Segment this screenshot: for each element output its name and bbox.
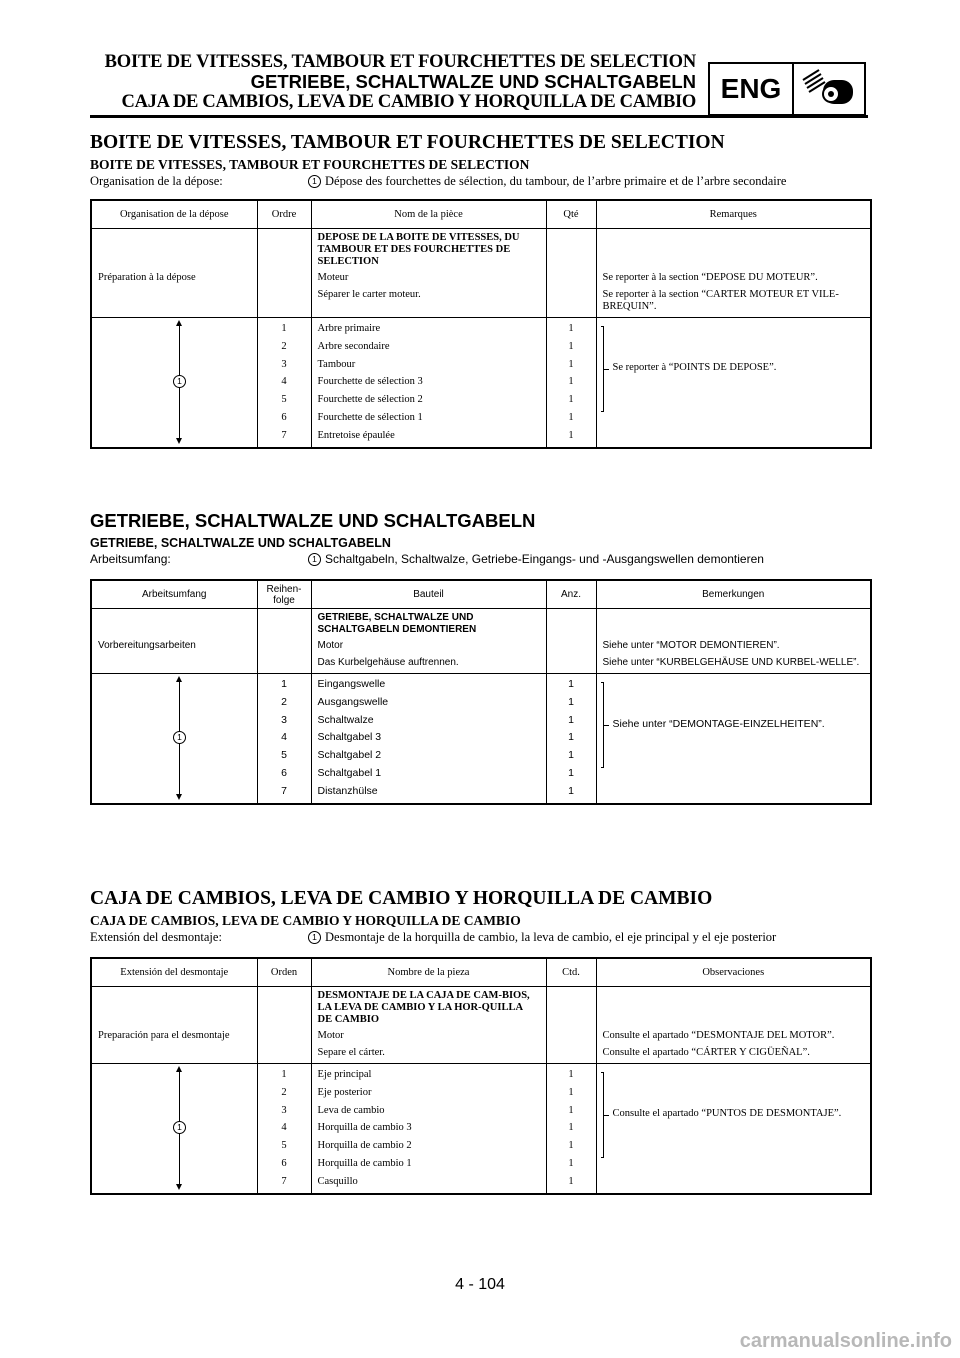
part-qty: 1 bbox=[568, 1175, 574, 1187]
table-header-row bbox=[91, 200, 871, 229]
page-header bbox=[90, 52, 696, 113]
part-name: Horquilla de cambio 1 bbox=[317, 1157, 412, 1169]
arrow-up-icon bbox=[176, 320, 182, 326]
preparation-remark: Consulte el apartado “DESMONTAJE DEL MOTOR”. bbox=[602, 1030, 835, 1041]
column-header: Extensión del desmontaje bbox=[91, 958, 257, 987]
part-order: 5 bbox=[281, 394, 287, 406]
column-header: Ordre bbox=[257, 200, 311, 229]
preparation-heading: DEPOSE DE LA BOITE DE VITESSES, DU TAMBOUR ET DES FOURCHETTES DE SELECTION bbox=[317, 232, 520, 267]
part-qty: 1 bbox=[568, 1069, 574, 1080]
parts-row bbox=[91, 318, 871, 448]
column-header: Observaciones bbox=[596, 958, 871, 987]
part-order: 5 bbox=[281, 1140, 287, 1152]
preparation-item: Moteur bbox=[317, 272, 349, 283]
part-order: 2 bbox=[281, 695, 287, 708]
part-order: 2 bbox=[281, 340, 287, 352]
group-range-arrow bbox=[98, 676, 251, 800]
preparation-item: Motor bbox=[317, 640, 344, 651]
part-name: Schaltgabel 1 bbox=[317, 766, 382, 779]
group-range-arrow bbox=[98, 1066, 251, 1190]
preparation-heading: GETRIEBE, SCHALTWALZE UND SCHALTGABELN DEMONTIEREN bbox=[317, 612, 477, 635]
part-order: 3 bbox=[281, 713, 287, 726]
part-qty: 1 bbox=[568, 394, 574, 406]
scope-label: Organisation de la dépose: bbox=[90, 174, 223, 188]
preparation-row bbox=[91, 987, 871, 1064]
chapter-badge-label: ENG bbox=[710, 64, 794, 114]
part-order: 4 bbox=[281, 376, 287, 388]
bracket-icon bbox=[603, 676, 865, 800]
part-order: 3 bbox=[281, 1104, 287, 1116]
part-name: Schaltgabel 3 bbox=[317, 731, 382, 744]
part-order: 2 bbox=[281, 1086, 287, 1098]
circled-number-icon: 1 bbox=[308, 931, 321, 944]
scope-line bbox=[90, 929, 870, 945]
header-title-de: GETRIEBE, SCHALTWALZE UND SCHALTGABELN bbox=[250, 71, 696, 92]
group-range-arrow bbox=[98, 320, 251, 444]
part-name: Leva de cambio bbox=[317, 1104, 385, 1116]
part-name: Horquilla de cambio 3 bbox=[317, 1122, 412, 1134]
column-header: Nombre de la pieza bbox=[311, 958, 546, 987]
preparation-remark: Consulte el apartado “CÁRTER Y CIGÜEÑAL”. bbox=[602, 1047, 810, 1058]
column-header: Ctd. bbox=[546, 958, 596, 987]
part-order: 7 bbox=[281, 1175, 287, 1187]
column-header: Remarques bbox=[596, 200, 871, 229]
part-name: Eingangswelle bbox=[317, 678, 386, 690]
part-qty: 1 bbox=[568, 358, 574, 370]
column-header: Qté bbox=[546, 200, 596, 229]
parts-row bbox=[91, 1064, 871, 1194]
table-header-row bbox=[91, 958, 871, 987]
part-order: 6 bbox=[281, 766, 287, 779]
part-name: Arbre primaire bbox=[317, 323, 381, 334]
circled-number-icon: 1 bbox=[173, 1121, 186, 1134]
column-header: Bauteil bbox=[311, 580, 546, 609]
part-order: 7 bbox=[281, 784, 287, 797]
part-order: 1 bbox=[281, 678, 287, 690]
section-title: CAJA DE CAMBIOS, LEVA DE CAMBIO Y HORQUILLA DE CAMBIO bbox=[90, 888, 713, 909]
part-order: 7 bbox=[281, 429, 287, 441]
section-fr bbox=[90, 132, 870, 441]
circled-number-icon: 1 bbox=[308, 553, 321, 566]
section-subtitle: BOITE DE VITESSES, TAMBOUR ET FOURCHETTES DE SELECTION bbox=[90, 157, 530, 172]
part-qty: 1 bbox=[568, 1140, 574, 1152]
circled-number-icon: 1 bbox=[308, 175, 321, 188]
part-qty: 1 bbox=[568, 1104, 574, 1116]
part-order: 4 bbox=[281, 1122, 287, 1134]
part-name: Tambour bbox=[317, 358, 356, 370]
part-qty: 1 bbox=[568, 429, 574, 441]
part-name: Eje posterior bbox=[317, 1086, 372, 1098]
scope-value bbox=[308, 929, 776, 945]
scope-text: Schaltgabeln, Schaltwalze, Getriebe-Eingangs- und -Ausgangswellen demontieren bbox=[325, 552, 764, 566]
part-qty: 1 bbox=[568, 713, 574, 726]
preparation-remark: Siehe unter “MOTOR DEMONTIEREN”. bbox=[602, 640, 780, 651]
page-number: 4 - 104 bbox=[455, 1276, 505, 1293]
part-name: Schaltwalze bbox=[317, 713, 374, 726]
part-qty: 1 bbox=[568, 749, 574, 762]
part-qty: 1 bbox=[568, 1122, 574, 1134]
parts-remark: Se reporter à “POINTS DE DEPOSE”. bbox=[612, 362, 777, 373]
part-qty: 1 bbox=[568, 695, 574, 708]
part-name: Eje principal bbox=[317, 1069, 372, 1080]
part-order: 3 bbox=[281, 358, 287, 370]
preparation-item: Separe el cárter. bbox=[317, 1047, 385, 1058]
scope-label: Arbeitsumfang: bbox=[90, 552, 171, 566]
part-order: 4 bbox=[281, 731, 287, 744]
part-qty: 1 bbox=[568, 766, 574, 779]
preparation-row bbox=[91, 609, 871, 674]
bracket-icon bbox=[603, 1066, 865, 1190]
scope-value bbox=[308, 173, 786, 189]
preparation-item: Das Kurbelgehäuse auftrennen. bbox=[317, 657, 459, 668]
table-header-row bbox=[91, 580, 871, 609]
bracket-icon bbox=[603, 320, 865, 444]
circled-number-icon: 1 bbox=[173, 375, 186, 388]
part-name: Fourchette de sélection 1 bbox=[317, 411, 423, 423]
part-name: Casquillo bbox=[317, 1175, 358, 1187]
parts-remark: Siehe unter “DEMONTAGE-EINZELHEITEN”. bbox=[612, 718, 825, 730]
scope-line bbox=[90, 551, 870, 567]
preparation-item: Motor bbox=[317, 1030, 344, 1041]
parts-table bbox=[90, 579, 872, 805]
arrow-up-icon bbox=[176, 1066, 182, 1072]
part-qty: 1 bbox=[568, 323, 574, 334]
section-title: BOITE DE VITESSES, TAMBOUR ET FOURCHETTES DE SELECTION bbox=[90, 132, 725, 153]
part-order: 1 bbox=[281, 323, 287, 334]
scope-text: Desmontaje de la horquilla de cambio, la leva de cambio, el eje principal y el eje posterior bbox=[325, 930, 777, 944]
scope-label: Extensión del desmontaje: bbox=[90, 930, 222, 944]
preparation-remark: Siehe unter “KURBELGEHÄUSE UND KURBEL-WELLE”. bbox=[602, 657, 860, 668]
scope-text: Dépose des fourchettes de sélection, du tambour, de l’arbre primaire et de l’arbre secondaire bbox=[325, 174, 787, 188]
preparation-label: Vorbereitungsarbeiten bbox=[98, 640, 196, 651]
part-qty: 1 bbox=[568, 784, 574, 797]
column-header: Organisation de la dépose bbox=[91, 200, 257, 229]
part-order: 5 bbox=[281, 749, 287, 762]
header-title-fr: BOITE DE VITESSES, TAMBOUR ET FOURCHETTES DE SELECTION bbox=[104, 52, 696, 72]
arrow-down-icon bbox=[176, 1184, 182, 1190]
watermark: carmanualsonline.info bbox=[739, 1330, 952, 1352]
parts-table bbox=[90, 957, 872, 1195]
column-header: Bemerkungen bbox=[596, 580, 871, 609]
arrow-down-icon bbox=[176, 794, 182, 800]
part-qty: 1 bbox=[568, 1086, 574, 1098]
part-order: 6 bbox=[281, 411, 287, 423]
part-name: Horquilla de cambio 2 bbox=[317, 1140, 412, 1152]
part-qty: 1 bbox=[568, 340, 574, 352]
section-title: GETRIEBE, SCHALTWALZE UND SCHALTGABELN bbox=[90, 510, 536, 531]
parts-remark: Consulte el apartado “PUNTOS DE DESMONTAJE”. bbox=[612, 1108, 842, 1119]
column-header: Nom de la pièce bbox=[311, 200, 546, 229]
part-order: 1 bbox=[281, 1069, 287, 1080]
section-subtitle: GETRIEBE, SCHALTWALZE UND SCHALTGABELN bbox=[90, 536, 391, 550]
preparation-row bbox=[91, 229, 871, 318]
part-name: Distanzhülse bbox=[317, 784, 378, 797]
parts-table bbox=[90, 199, 872, 449]
scope-value bbox=[308, 551, 764, 567]
part-order: 6 bbox=[281, 1157, 287, 1169]
scope-line bbox=[90, 173, 870, 189]
part-qty: 1 bbox=[568, 678, 574, 690]
circled-number-icon: 1 bbox=[173, 731, 186, 744]
arrow-up-icon bbox=[176, 676, 182, 682]
column-header: Reihen-folge bbox=[257, 580, 311, 609]
part-qty: 1 bbox=[568, 411, 574, 423]
part-name: Fourchette de sélection 2 bbox=[317, 394, 423, 406]
part-name: Entretoise épaulée bbox=[317, 429, 395, 441]
engine-icon bbox=[794, 64, 864, 114]
section-de bbox=[90, 510, 870, 797]
section-subtitle: CAJA DE CAMBIOS, LEVA DE CAMBIO Y HORQUILLA DE CAMBIO bbox=[90, 913, 521, 928]
part-name: Arbre secondaire bbox=[317, 340, 390, 352]
preparation-remark: Se reporter à la section “CARTER MOTEUR ET VILE-BREQUIN”. bbox=[602, 289, 839, 312]
chapter-badge bbox=[708, 62, 866, 116]
header-title-es: CAJA DE CAMBIOS, LEVA DE CAMBIO Y HORQUILLA DE CAMBIO bbox=[121, 92, 696, 112]
preparation-label: Preparación para el desmontaje bbox=[98, 1030, 230, 1041]
section-es bbox=[90, 888, 870, 1187]
preparation-label: Préparation à la dépose bbox=[98, 272, 196, 283]
preparation-item: Séparer le carter moteur. bbox=[317, 289, 421, 300]
preparation-heading: DESMONTAJE DE LA CAJA DE CAM-BIOS, LA LEVA DE CAMBIO Y LA HOR-QUILLA DE CAMBIO bbox=[317, 990, 530, 1025]
part-qty: 1 bbox=[568, 731, 574, 744]
part-name: Fourchette de sélection 3 bbox=[317, 376, 423, 388]
part-name: Schaltgabel 2 bbox=[317, 749, 382, 762]
parts-row bbox=[91, 674, 871, 804]
arrow-down-icon bbox=[176, 438, 182, 444]
part-qty: 1 bbox=[568, 376, 574, 388]
preparation-remark: Se reporter à la section “DEPOSE DU MOTEUR”. bbox=[602, 272, 818, 283]
column-header: Orden bbox=[257, 958, 311, 987]
part-qty: 1 bbox=[568, 1157, 574, 1169]
column-header: Anz. bbox=[546, 580, 596, 609]
part-name: Ausgangswelle bbox=[317, 695, 389, 708]
column-header: Arbeitsumfang bbox=[91, 580, 257, 609]
